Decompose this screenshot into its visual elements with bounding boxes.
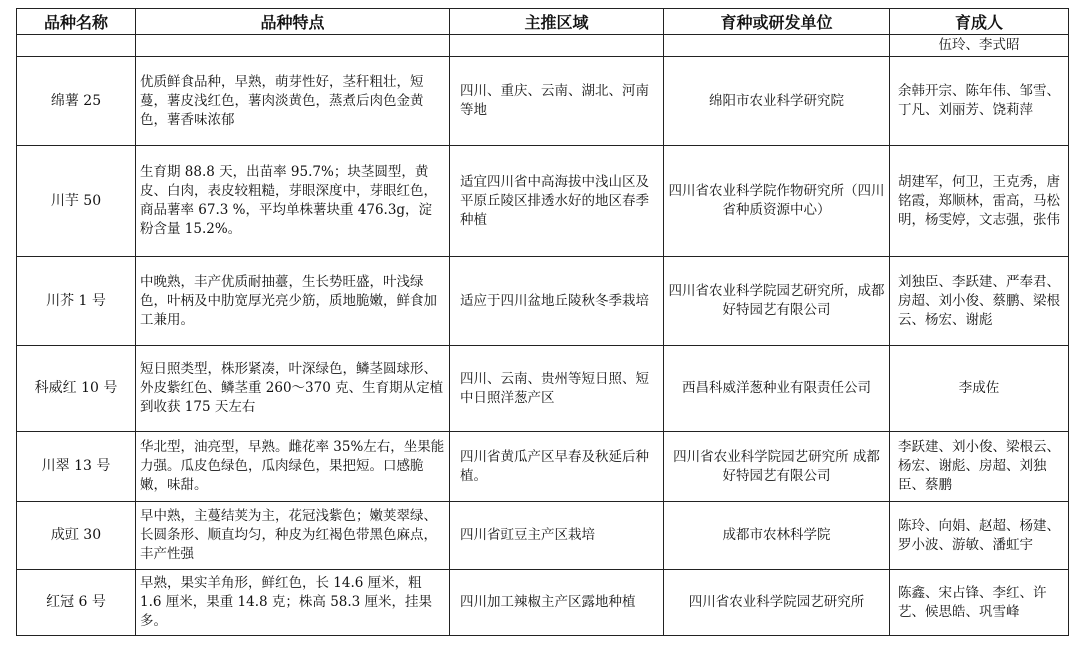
header-breeding-unit: 育种或研发单位	[664, 9, 890, 35]
cell-region: 四川、云南、贵州等短日照、短中日照洋葱产区	[450, 346, 664, 432]
cell-region	[450, 35, 664, 57]
cell-name: 川翠 13 号	[17, 432, 136, 502]
table-row	[17, 570, 1069, 636]
cell-features: 短日照类型，株形紧凑，叶深绿色，鳞茎圆球形、外皮紫红色、鳞茎重 260～370 克、生育期从定植到收获 175 天左右	[136, 346, 450, 432]
table-header-row	[17, 9, 1069, 35]
cell-features: 早中熟，主蔓结荚为主，花冠浅紫色；嫩荚翠绿、长圆条形、顺直均匀，种皮为红褐色带黑色麻点，丰产性强	[136, 502, 450, 570]
cell-unit: 成都市农林科学院	[664, 502, 890, 570]
table-row	[17, 257, 1069, 346]
cell-unit: 四川省农业科学院园艺研究所，成都好特园艺有限公司	[664, 257, 890, 346]
cell-name: 成豇 30	[17, 502, 136, 570]
cell-breeders: 李成佐	[890, 346, 1069, 432]
cell-unit: 四川省农业科学院园艺研究所 成都好特园艺有限公司	[664, 432, 890, 502]
cell-region: 适应于四川盆地丘陵秋冬季栽培	[450, 257, 664, 346]
cell-unit	[664, 35, 890, 57]
header-variety-name: 品种名称	[17, 9, 136, 35]
table-row	[17, 146, 1069, 257]
cell-name: 红冠 6 号	[17, 570, 136, 636]
cell-features: 优质鲜食品种，早熟，萌芽性好，茎秆粗壮，短蔓，薯皮浅红色，薯肉淡黄色，蒸煮后肉色金黄色，薯香味浓郁	[136, 57, 450, 146]
cell-breeders: 刘独臣、李跃建、严奉君、房超、刘小俊、蔡鹏、梁根云、杨宏、谢彪	[890, 257, 1069, 346]
cell-features: 中晚熟，丰产优质耐抽薹，生长势旺盛，叶浅绿色，叶柄及中肋宽厚光亮少筋，质地脆嫩，鲜食加工兼用。	[136, 257, 450, 346]
cell-name	[17, 35, 136, 57]
cell-name: 科威红 10 号	[17, 346, 136, 432]
cell-breeders: 陈鑫、宋占锋、李红、许艺、候思皓、巩雪峰	[890, 570, 1069, 636]
cell-features	[136, 35, 450, 57]
cell-name: 川芥 1 号	[17, 257, 136, 346]
cell-unit: 四川省农业科学院园艺研究所	[664, 570, 890, 636]
cell-unit: 西昌科威洋葱种业有限责任公司	[664, 346, 890, 432]
table-row	[17, 502, 1069, 570]
cell-unit: 四川省农业科学院作物研究所（四川省种质资源中心）	[664, 146, 890, 257]
table-row	[17, 346, 1069, 432]
cell-features: 生育期 88.8 天，出苗率 95.7%；块茎圆型，黄皮、白肉，表皮较粗糙，芽眼深度中，芽眼红色，商品薯率 67.3 %，平均单株薯块重 476.3g，淀粉含量 15.2%。	[136, 146, 450, 257]
cell-unit: 绵阳市农业科学研究院	[664, 57, 890, 146]
cell-region: 四川加工辣椒主产区露地种植	[450, 570, 664, 636]
cell-name: 绵薯 25	[17, 57, 136, 146]
cell-breeders: 李跃建、刘小俊、梁根云、杨宏、谢彪、房超、刘独臣、蔡鹏	[890, 432, 1069, 502]
cell-breeders: 陈玲、向娟、赵超、杨建、罗小波、游敏、潘虹宇	[890, 502, 1069, 570]
cell-breeders: 余韩开宗、陈年伟、邹雪、丁凡、刘丽芳、饶莉萍	[890, 57, 1069, 146]
table-row	[17, 432, 1069, 502]
cell-breeders: 伍玲、李式昭	[890, 35, 1069, 57]
cell-region: 四川省黄瓜产区早春及秋延后种植。	[450, 432, 664, 502]
cell-features: 早熟，果实羊角形，鲜红色，长 14.6 厘米，粗 1.6 厘米，果重 14.8 克；株高 58.3 厘米，挂果多。	[136, 570, 450, 636]
cell-name: 川芋 50	[17, 146, 136, 257]
cell-region: 适宜四川省中高海拔中浅山区及平原丘陵区排透水好的地区春季种植	[450, 146, 664, 257]
header-breeders: 育成人	[890, 9, 1069, 35]
cell-breeders: 胡建军，何卫，王克秀，唐铭霞，郑顺林，雷高，马松明，杨雯婷，文志强，张伟	[890, 146, 1069, 257]
table-row	[17, 35, 1069, 57]
cell-region: 四川省豇豆主产区栽培	[450, 502, 664, 570]
table-row	[17, 57, 1069, 146]
variety-table	[16, 8, 1069, 636]
cell-features: 华北型，油亮型，早熟。雌花率 35%左右，坐果能力强。瓜皮色绿色，瓜肉绿色，果把短。口感脆嫩，味甜。	[136, 432, 450, 502]
header-main-region: 主推区域	[450, 9, 664, 35]
header-variety-features: 品种特点	[136, 9, 450, 35]
cell-region: 四川、重庆、云南、湖北、河南等地	[450, 57, 664, 146]
